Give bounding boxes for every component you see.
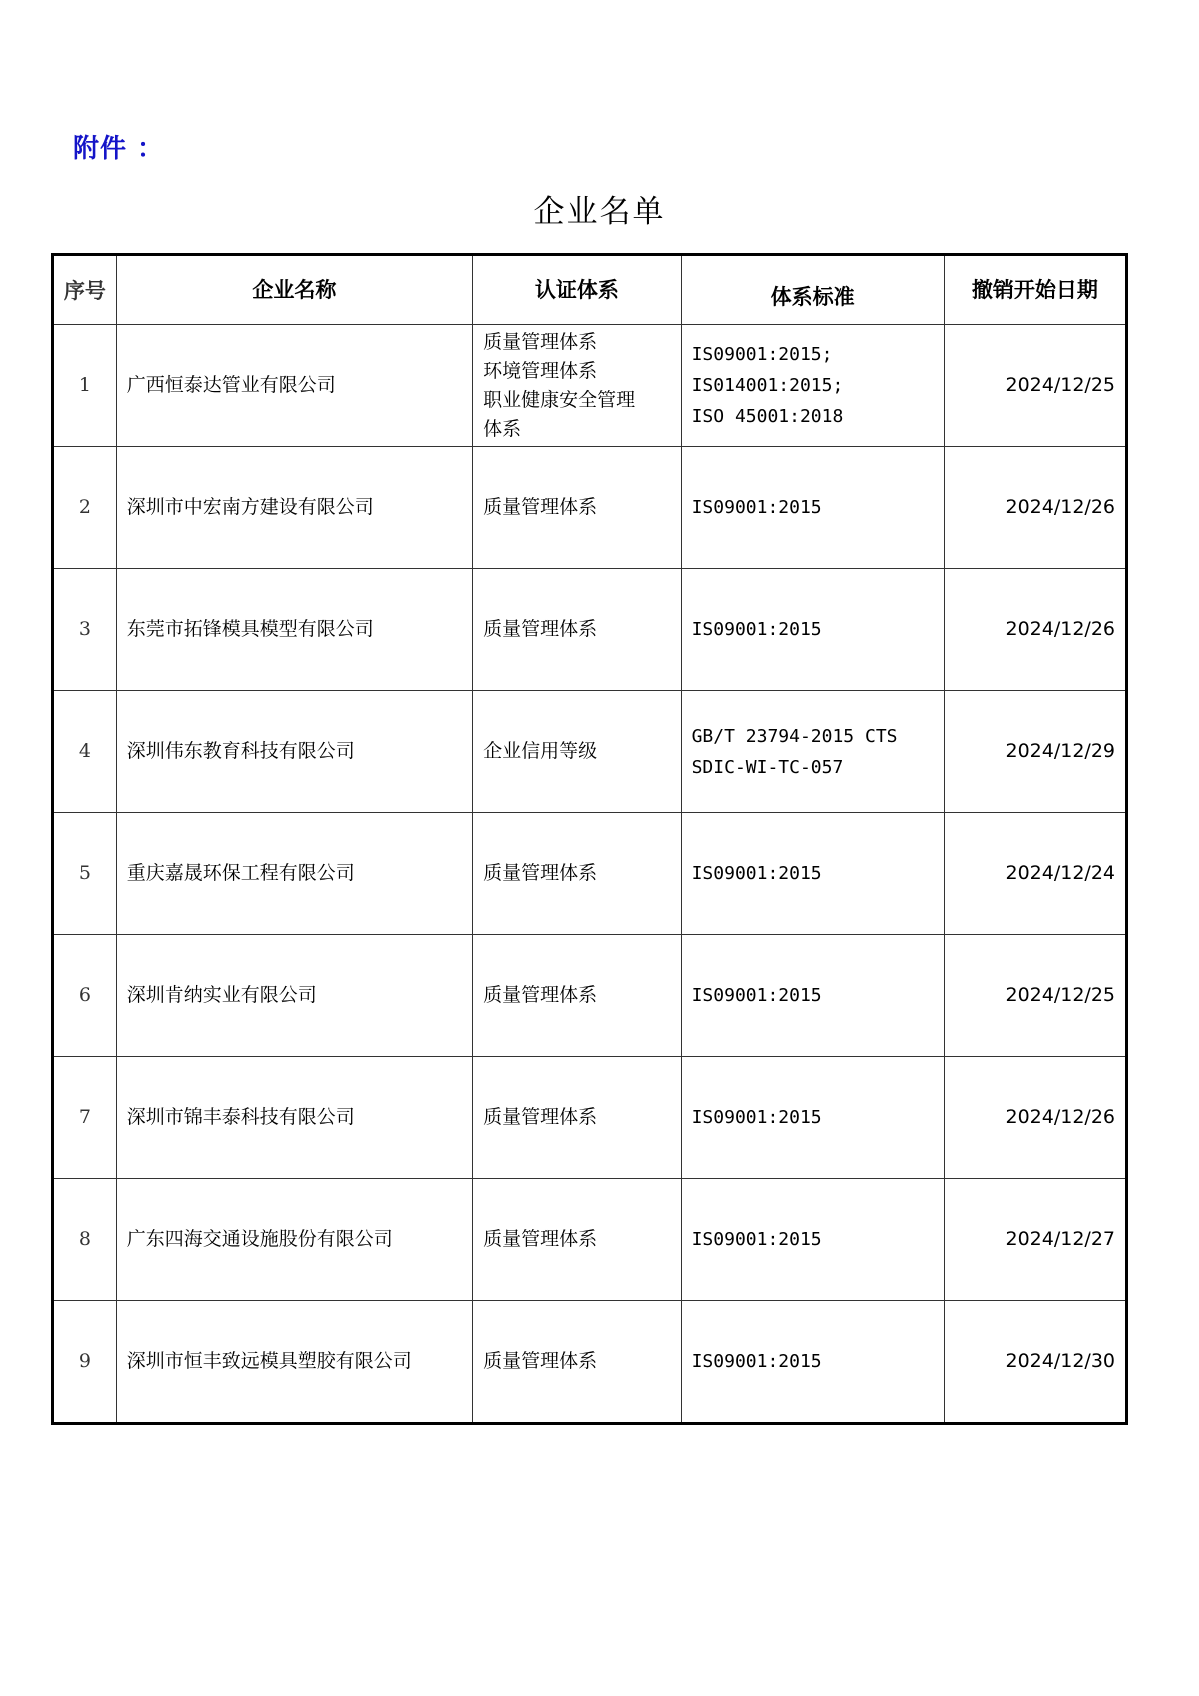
cell-no: 7: [53, 1057, 117, 1179]
cell-revoke-date: 2024/12/30: [944, 1301, 1126, 1424]
cell-standard-line: IS09001:2015;: [691, 344, 833, 365]
cell-name: 深圳市中宏南方建设有限公司: [116, 447, 472, 569]
cell-no: 5: [53, 813, 117, 935]
header-system: 认证体系: [473, 255, 682, 325]
cell-system-line: 体系: [483, 417, 522, 440]
cell-standard: IS09001:2015: [681, 569, 944, 691]
cell-system: 质量管理体系: [473, 447, 682, 569]
cell-standard-line: GB/T 23794-2015 CTS: [691, 725, 898, 747]
cell-no: 4: [53, 691, 117, 813]
cell-standard: IS09001:2015: [681, 1179, 944, 1301]
attachment-colon: ：: [137, 134, 165, 164]
table-row: [53, 813, 1127, 935]
cell-system-line: 环境管理体系: [483, 359, 598, 382]
cell-name: 深圳伟东教育科技有限公司: [116, 691, 472, 813]
page-title: 企业名单: [533, 194, 666, 230]
attachment-label-text: 附件: [73, 134, 128, 164]
cell-standard-line: SDIC-WI-TC-057: [691, 756, 844, 778]
cell-no: 8: [53, 1179, 117, 1301]
cell-system: 质量管理体系: [473, 1301, 682, 1424]
table-row: [53, 569, 1127, 691]
cell-revoke-date: 2024/12/26: [944, 447, 1126, 569]
cell-standard: IS09001:2015: [681, 813, 944, 935]
cell-system-line: 质量管理体系: [483, 330, 598, 353]
cell-name: 深圳市锦丰泰科技有限公司: [116, 1057, 472, 1179]
cell-standard: IS09001:2015: [681, 1057, 944, 1179]
cell-system: 质量管理体系: [473, 1057, 682, 1179]
cell-name: 重庆嘉晟环保工程有限公司: [116, 813, 472, 935]
cell-no: 1: [53, 325, 117, 447]
cell-standard: IS09001:2015: [681, 1301, 944, 1424]
cell-no: 2: [53, 447, 117, 569]
table-header-row: [53, 255, 1127, 325]
cell-system: 质量管理体系: [473, 935, 682, 1057]
cell-name: 深圳市恒丰致远模具塑胶有限公司: [116, 1301, 472, 1424]
cell-revoke-date: 2024/12/29: [944, 691, 1126, 813]
cell-no: 6: [53, 935, 117, 1057]
cell-revoke-date: 2024/12/25: [944, 325, 1126, 447]
cell-revoke-date: 2024/12/25: [944, 935, 1126, 1057]
cell-system: 质量管理体系: [473, 1179, 682, 1301]
table-row: [53, 1179, 1127, 1301]
header-name: 企业名称: [116, 255, 472, 325]
cell-standard: IS09001:2015: [681, 447, 944, 569]
cell-no: 9: [53, 1301, 117, 1424]
attachment-label: [73, 128, 164, 165]
table-row: [53, 447, 1127, 569]
cell-system: 质量管理体系: [473, 569, 682, 691]
table-row: [53, 691, 1127, 813]
cell-standard-line: ISO 45001:2018: [691, 406, 844, 427]
cell-system-line: 职业健康安全管理: [483, 388, 636, 411]
header-standard: 体系标准: [681, 255, 944, 325]
header-revoke-date: 撤销开始日期: [944, 255, 1126, 325]
header-no: 序号: [53, 255, 117, 325]
table-row: [53, 325, 1127, 447]
cell-standard-line: IS014001:2015;: [691, 375, 844, 396]
cell-revoke-date: 2024/12/26: [944, 569, 1126, 691]
table-row: [53, 1301, 1127, 1424]
cell-system: [473, 325, 682, 447]
cell-standard: IS09001:2015: [681, 935, 944, 1057]
cell-name: 广西恒泰达管业有限公司: [116, 325, 472, 447]
cell-system: 质量管理体系: [473, 813, 682, 935]
cell-name: 广东四海交通设施股份有限公司: [116, 1179, 472, 1301]
table-row: [53, 935, 1127, 1057]
enterprise-table: [51, 253, 1128, 1425]
cell-standard: [681, 325, 944, 447]
cell-name: 深圳肯纳实业有限公司: [116, 935, 472, 1057]
cell-no: 3: [53, 569, 117, 691]
cell-revoke-date: 2024/12/24: [944, 813, 1126, 935]
table-row: [53, 1057, 1127, 1179]
cell-name: 东莞市拓锋模具模型有限公司: [116, 569, 472, 691]
cell-system: 企业信用等级: [473, 691, 682, 813]
cell-revoke-date: 2024/12/26: [944, 1057, 1126, 1179]
cell-revoke-date: 2024/12/27: [944, 1179, 1126, 1301]
cell-standard: [681, 691, 944, 813]
